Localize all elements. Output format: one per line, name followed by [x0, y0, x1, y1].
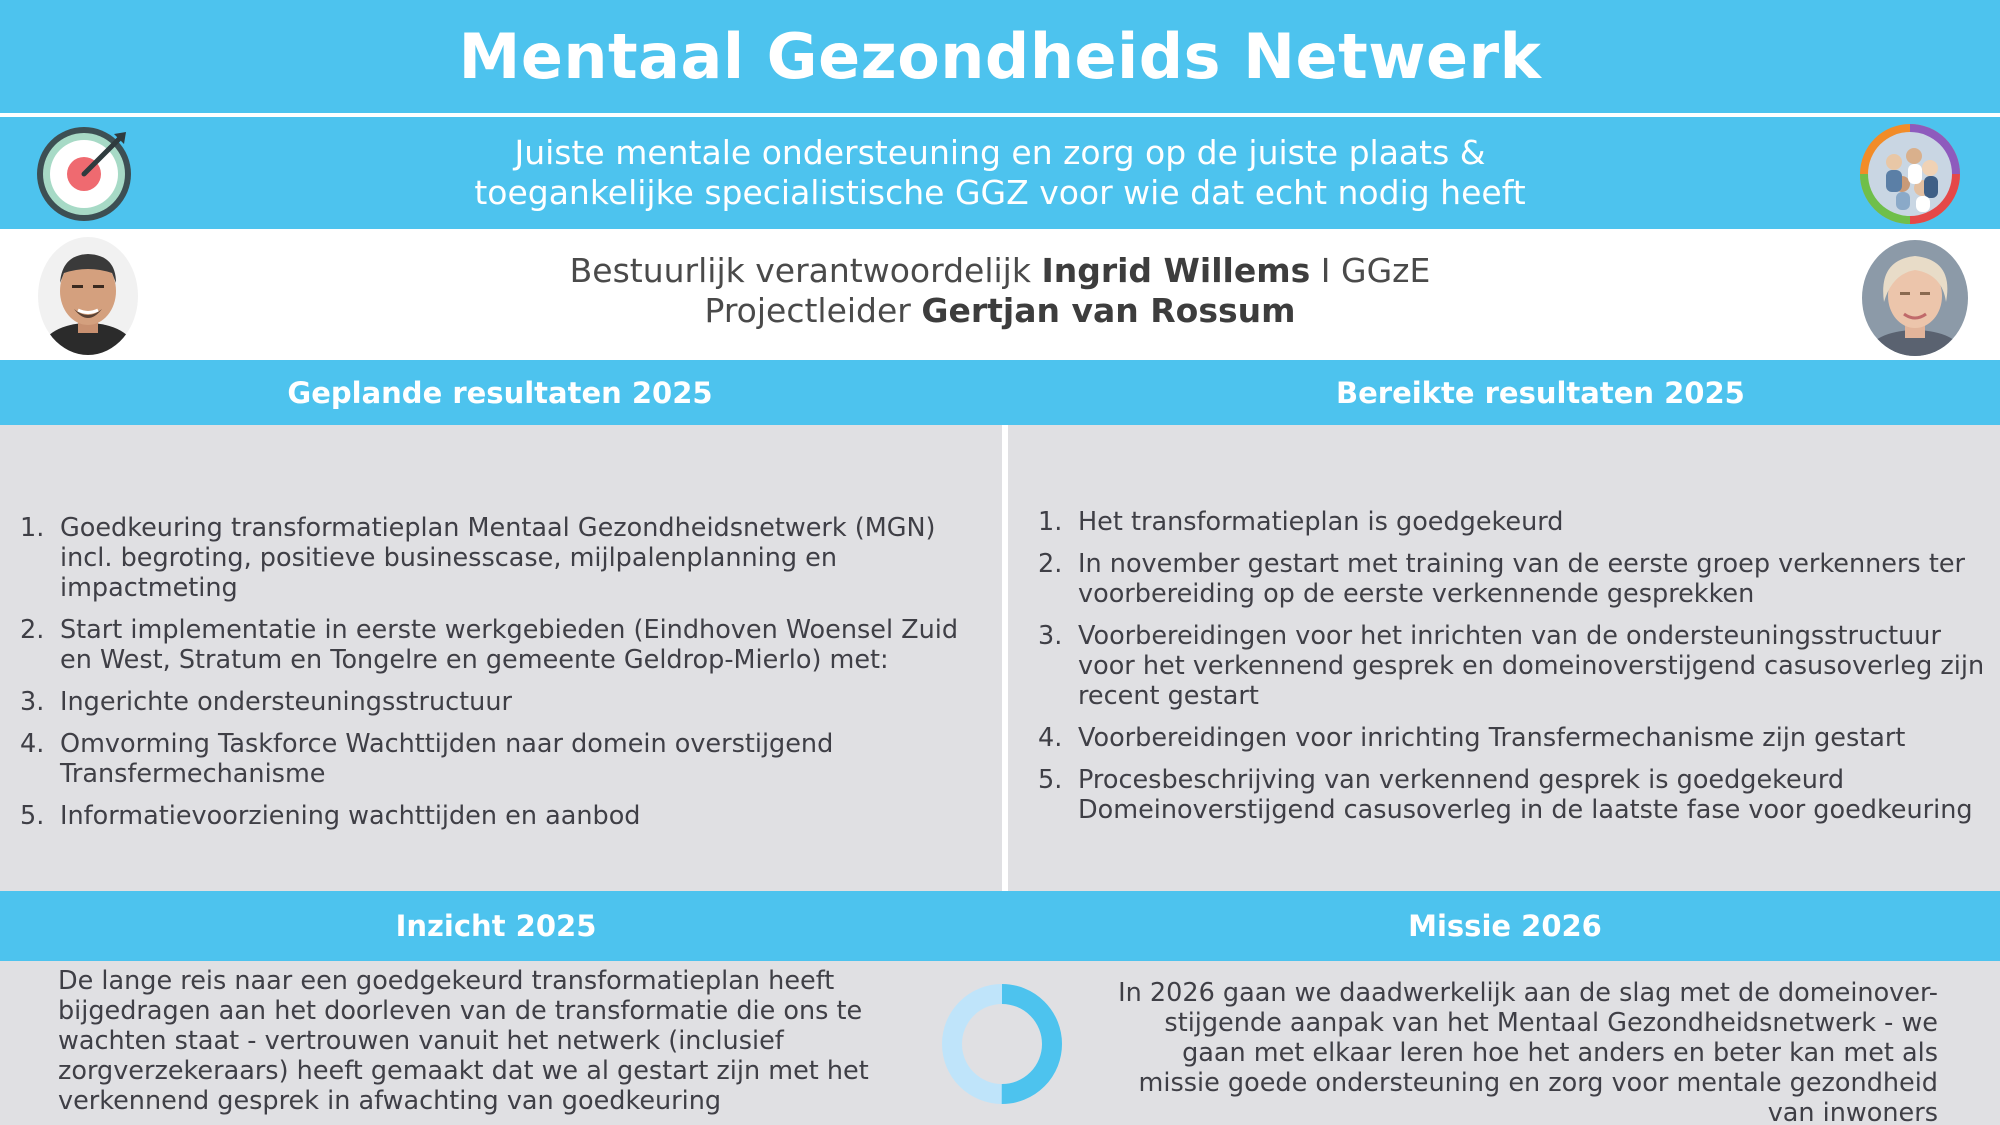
planned-results-heading: Geplande resultaten 2025	[0, 360, 1000, 425]
list-item: 5. Procesbeschrijving van verkennend gesprek is goedgekeurd Domeinoverstijgend casusoverleg in de laatste fase voor goedkeuring	[1038, 765, 1973, 825]
avatar-projectlead	[38, 237, 138, 355]
subtitle-line-2: toegankelijke specialistische GGZ voor wie dat echt nodig heeft	[474, 173, 1526, 212]
subtitle-line-1: Juiste mentale ondersteuning en zorg op de juiste plaats &	[514, 133, 1486, 172]
title-band	[0, 0, 2000, 113]
planned-results-panel	[0, 425, 1002, 891]
projectlead-label: Projectleider	[704, 291, 911, 330]
list-item: 3. Ingerichte ondersteuningsstructuur	[20, 687, 512, 717]
target-icon	[34, 124, 134, 224]
mission-text: In 2026 gaan we daadwerkelijk aan de slag met de domeinover-stijgende aanpak van het Mentaal Gezondheidsnetwerk - we gaan met elkaar leren hoe het anders en beter kan met als missie goede ondersteuning en zorg voor mentale gezondheid van inwoners	[1118, 978, 1938, 1125]
insight-text: De lange reis naar een goedgekeurd transformatieplan heeft bijgedragen aan het doorleven van de transformatie die ons te wachten staat - vertrouwen vanuit het netwerk (inclusief zorgverzekeraars) heeft gemaakt dat we al gestart zijn met het verkennend gesprek in afwachting van goedkeuring	[58, 966, 869, 1116]
list-item: 4. Voorbereidingen voor inrichting Transfermechanisme zijn gestart	[1038, 723, 1906, 753]
list-item: 2. In november gestart met training van de eerste groep verkenners ter voorbereiding op de eerste verkennende gesprekken	[1038, 549, 1965, 609]
mission-heading: Missie 2026	[1010, 891, 2000, 961]
subtitle	[250, 133, 1750, 213]
list-item: 3. Voorbereidingen voor het inrichten van de ondersteuningsstructuur voor het verkennend gesprek en domeinoverstijgend casusoverleg zijn recent gestart	[1038, 621, 1985, 711]
list-item: 4. Omvorming Taskforce Wachttijden naar domein overstijgend Transfermechanisme	[20, 729, 834, 789]
list-item: 2. Start implementatie in eerste werkgebieden (Eindhoven Woensel Zuid en West, Stratum en Tongelre en gemeente Geldrop-Mierlo) met:	[20, 615, 959, 675]
insight-heading: Inzicht 2025	[0, 891, 992, 961]
people-section	[0, 229, 2000, 360]
responsible-line	[200, 251, 1800, 291]
list-item: 5. Informatievoorziening wachttijden en aanbod	[20, 801, 641, 831]
progress-ring	[940, 982, 1064, 1106]
projectlead-line	[200, 291, 1800, 331]
responsible-org: I GGzE	[1320, 251, 1431, 290]
page-title: Mentaal Gezondheids Netwerk	[458, 20, 1542, 93]
projectlead-name: Gertjan van Rossum	[921, 291, 1296, 330]
subtitle-band	[0, 117, 2000, 229]
achieved-results-panel	[1008, 425, 2000, 891]
list-item: 1. Het transformatieplan is goedgekeurd	[1038, 507, 1564, 537]
planned-results-list	[20, 513, 985, 843]
responsible-label: Bestuurlijk verantwoordelijk	[569, 251, 1031, 290]
achieved-results-heading: Bereikte resultaten 2025	[1000, 360, 2000, 425]
avatar-responsible	[1862, 240, 1968, 356]
responsible-name: Ingrid Willems	[1041, 251, 1311, 290]
list-item: 1. Goedkeuring transformatieplan Mentaal Gezondheidsnetwerk (MGN) incl. begroting, positieve businesscase, mijlpalenplanning en impactmeting	[20, 513, 936, 603]
achieved-results-list	[1038, 507, 1993, 837]
community-collage-icon	[1858, 122, 1962, 226]
